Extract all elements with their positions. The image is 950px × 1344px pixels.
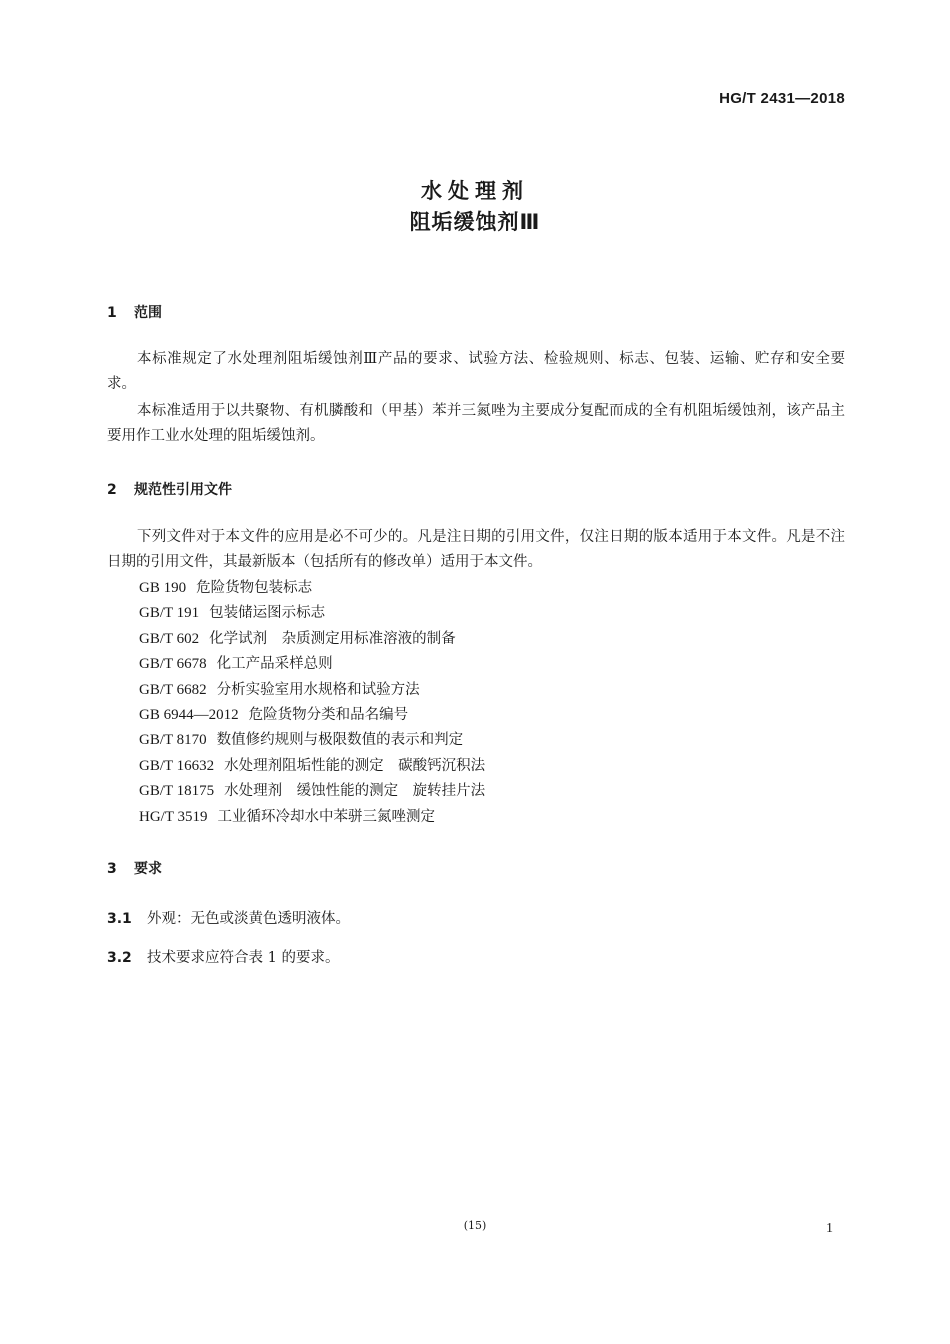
reference-item xyxy=(139,779,485,804)
reference-code: GB/T 602 xyxy=(139,630,200,647)
section-number: 3 xyxy=(107,861,117,877)
standard-code: HG/T 2431—2018 xyxy=(719,90,845,107)
section-1-heading xyxy=(107,302,162,322)
section-number: 2 xyxy=(107,482,117,498)
reference-item xyxy=(139,678,485,703)
section-2-heading xyxy=(107,479,232,499)
page-sequence-label: (15) xyxy=(463,1219,487,1232)
reference-title: 包装储运图示标志 xyxy=(209,605,326,622)
clause-3-2 xyxy=(107,946,339,967)
clause-number: 3.1 xyxy=(107,911,132,927)
reference-code: GB/T 191 xyxy=(139,605,200,622)
reference-title: 化学试剂 杂质测定用标准溶液的制备 xyxy=(209,630,456,647)
section-title: 规范性引用文件 xyxy=(134,482,232,498)
reference-code: GB 6944—2012 xyxy=(139,706,239,723)
reference-title: 数值修约规则与极限数值的表示和判定 xyxy=(216,732,464,749)
reference-item xyxy=(139,601,485,626)
reference-item xyxy=(139,754,485,779)
reference-code: GB/T 16632 xyxy=(139,757,215,774)
reference-title: 分析实验室用水规格和试验方法 xyxy=(216,681,420,698)
reference-title: 工业循环冷却水中苯骈三氮唑测定 xyxy=(217,808,435,825)
reference-code: GB/T 6682 xyxy=(139,681,207,698)
page-number: 1 xyxy=(826,1221,833,1236)
section-1-paragraph-1: 本标准规定了水处理剂阻垢缓蚀剂Ⅲ产品的要求、试验方法、检验规则、标志、包装、运输、贮存和安全要求。 xyxy=(107,351,845,392)
reference-title: 水处理剂 缓蚀性能的测定 旋转挂片法 xyxy=(224,783,486,800)
reference-title: 危险货物包装标志 xyxy=(196,580,313,596)
reference-item xyxy=(139,576,485,601)
document-subtitle: 阻垢缓蚀剂Ⅲ xyxy=(409,210,541,234)
reference-code: GB/T 6678 xyxy=(139,656,207,673)
section-title: 范围 xyxy=(134,305,162,321)
section-3-heading xyxy=(107,858,162,878)
reference-title: 水处理剂阻垢性能的测定 碳酸钙沉积法 xyxy=(224,757,486,774)
clause-number: 3.2 xyxy=(107,950,132,966)
reference-title: 危险货物分类和品名编号 xyxy=(248,706,409,723)
section-number: 1 xyxy=(107,305,117,321)
reference-code: GB 190 xyxy=(139,580,187,596)
reference-title: 化工产品采样总则 xyxy=(216,656,333,673)
reference-item xyxy=(139,627,485,652)
clause-text: 技术要求应符合表 1 的要求。 xyxy=(147,950,340,966)
reference-item xyxy=(139,728,485,753)
reference-code: GB/T 8170 xyxy=(139,732,207,749)
clause-text: 外观：无色或淡黄色透明液体。 xyxy=(147,911,350,927)
reference-item xyxy=(139,805,485,830)
document-title: 水处理剂 xyxy=(421,179,529,203)
clause-3-1 xyxy=(107,907,350,928)
normative-reference-list xyxy=(139,576,485,830)
section-title: 要求 xyxy=(134,861,162,877)
reference-code: HG/T 3519 xyxy=(139,808,208,825)
section-2-intro: 下列文件对于本文件的应用是必不可少的。凡是注日期的引用文件，仅注日期的版本适用于本文件。凡是不注日期的引用文件，其最新版本（包括所有的修改单）适用于本文件。 xyxy=(107,529,845,570)
reference-item xyxy=(139,652,485,677)
section-1-paragraph-2: 本标准适用于以共聚物、有机膦酸和（甲基）苯并三氮唑为主要成分复配而成的全有机阻垢缓蚀剂，该产品主要用作工业水处理的阻垢缓蚀剂。 xyxy=(107,403,845,444)
reference-code: GB/T 18175 xyxy=(139,783,215,800)
reference-item xyxy=(139,703,485,728)
